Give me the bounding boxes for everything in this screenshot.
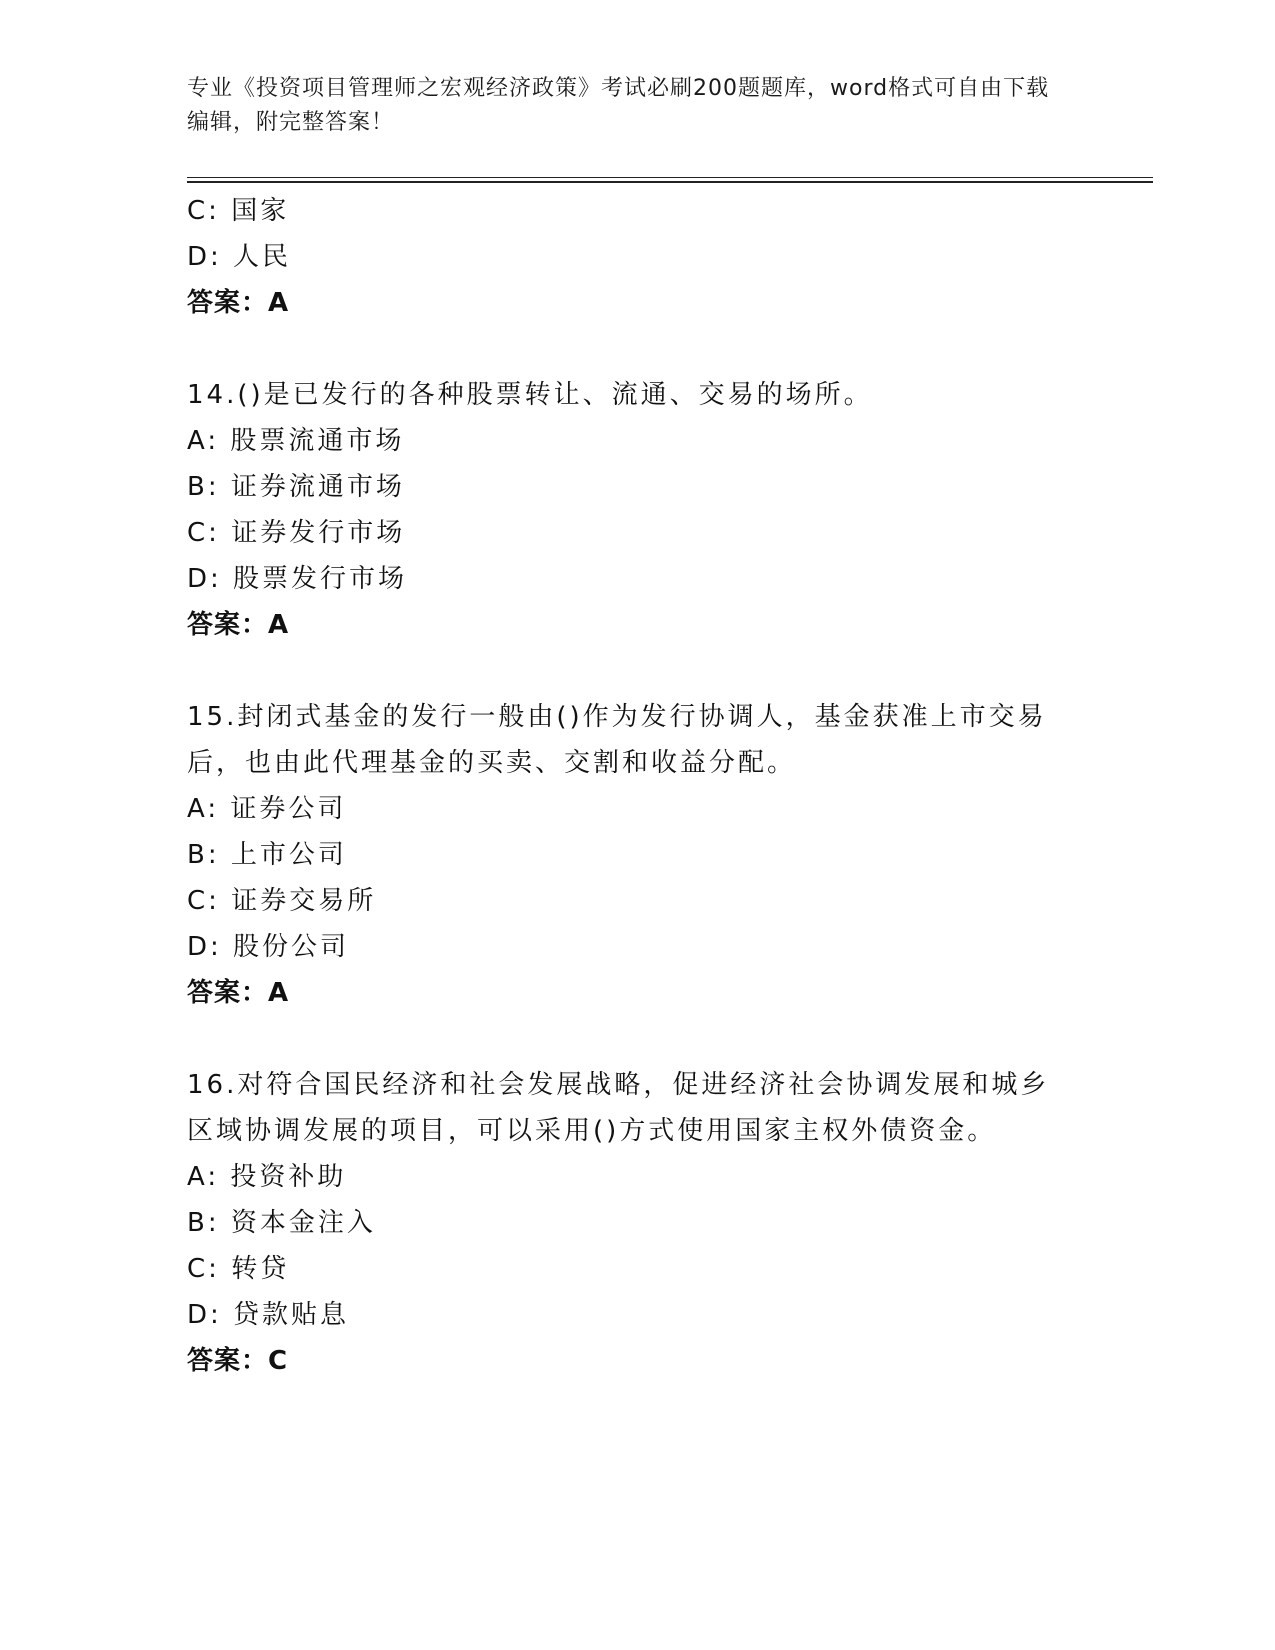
question-14	[187, 372, 1067, 648]
question-stem: 15.封闭式基金的发行一般由()作为发行协调人，基金获准上市交易后，也由此代理基金的买卖、交割和收益分配。	[187, 702, 1047, 778]
option-text: 人民	[233, 242, 292, 272]
option-label: B:	[187, 472, 220, 502]
option-label: C:	[187, 886, 220, 916]
header-divider-thick	[187, 181, 1153, 183]
option-c	[187, 188, 1067, 234]
option-text: 贷款贴息	[233, 1300, 350, 1330]
option-label: D:	[187, 564, 222, 594]
option-a	[187, 786, 1067, 832]
option-text: 证券流通市场	[230, 472, 405, 502]
option-label: D:	[187, 1300, 222, 1330]
option-d	[187, 924, 1067, 970]
option-text: 国家	[231, 196, 290, 226]
question-stem: 16.对符合国民经济和社会发展战略，促进经济社会协调发展和城乡区域协调发展的项目，可以采用()方式使用国家主权外债资金。	[187, 1070, 1050, 1146]
option-text: 投资补助	[230, 1162, 347, 1192]
option-label: C:	[187, 1254, 220, 1284]
option-c	[187, 878, 1067, 924]
option-c	[187, 510, 1067, 556]
header-divider-thin	[187, 177, 1153, 178]
option-text: 资本金注入	[230, 1208, 376, 1238]
question-16	[187, 1062, 1067, 1384]
option-label: C:	[187, 518, 220, 548]
option-text: 证券发行市场	[231, 518, 406, 548]
question-15	[187, 694, 1067, 1016]
partial-question	[187, 188, 1067, 326]
option-text: 转贷	[231, 1254, 290, 1284]
option-label: A:	[187, 794, 220, 824]
option-b	[187, 464, 1067, 510]
answer-line: 答案：A	[187, 610, 290, 640]
option-b	[187, 832, 1067, 878]
option-a	[187, 1154, 1067, 1200]
option-label: D:	[187, 932, 222, 962]
option-text: 股票流通市场	[230, 426, 405, 456]
option-b	[187, 1200, 1067, 1246]
option-label: B:	[187, 840, 220, 870]
option-text: 上市公司	[230, 840, 347, 870]
option-label: A:	[187, 426, 220, 456]
answer-line: 答案：A	[187, 288, 290, 318]
option-c	[187, 1246, 1067, 1292]
option-label: C:	[187, 196, 220, 226]
answer-line: 答案：A	[187, 978, 290, 1008]
answer-line: 答案：C	[187, 1346, 289, 1376]
option-d	[187, 556, 1067, 602]
option-label: D:	[187, 242, 222, 272]
option-text: 证券交易所	[231, 886, 377, 916]
document-header: 专业《投资项目管理师之宏观经济政策》考试必刷200题题库，word格式可自由下载编辑，附完整答案！	[187, 76, 1050, 135]
option-d	[187, 1292, 1067, 1338]
option-label: A:	[187, 1162, 220, 1192]
option-a	[187, 418, 1067, 464]
option-text: 证券公司	[230, 794, 347, 824]
question-stem: 14.()是已发行的各种股票转让、流通、交易的场所。	[187, 380, 873, 410]
option-text: 股份公司	[233, 932, 350, 962]
question-list	[187, 188, 1067, 1384]
option-d	[187, 234, 1067, 280]
option-label: B:	[187, 1208, 220, 1238]
option-text: 股票发行市场	[233, 564, 408, 594]
